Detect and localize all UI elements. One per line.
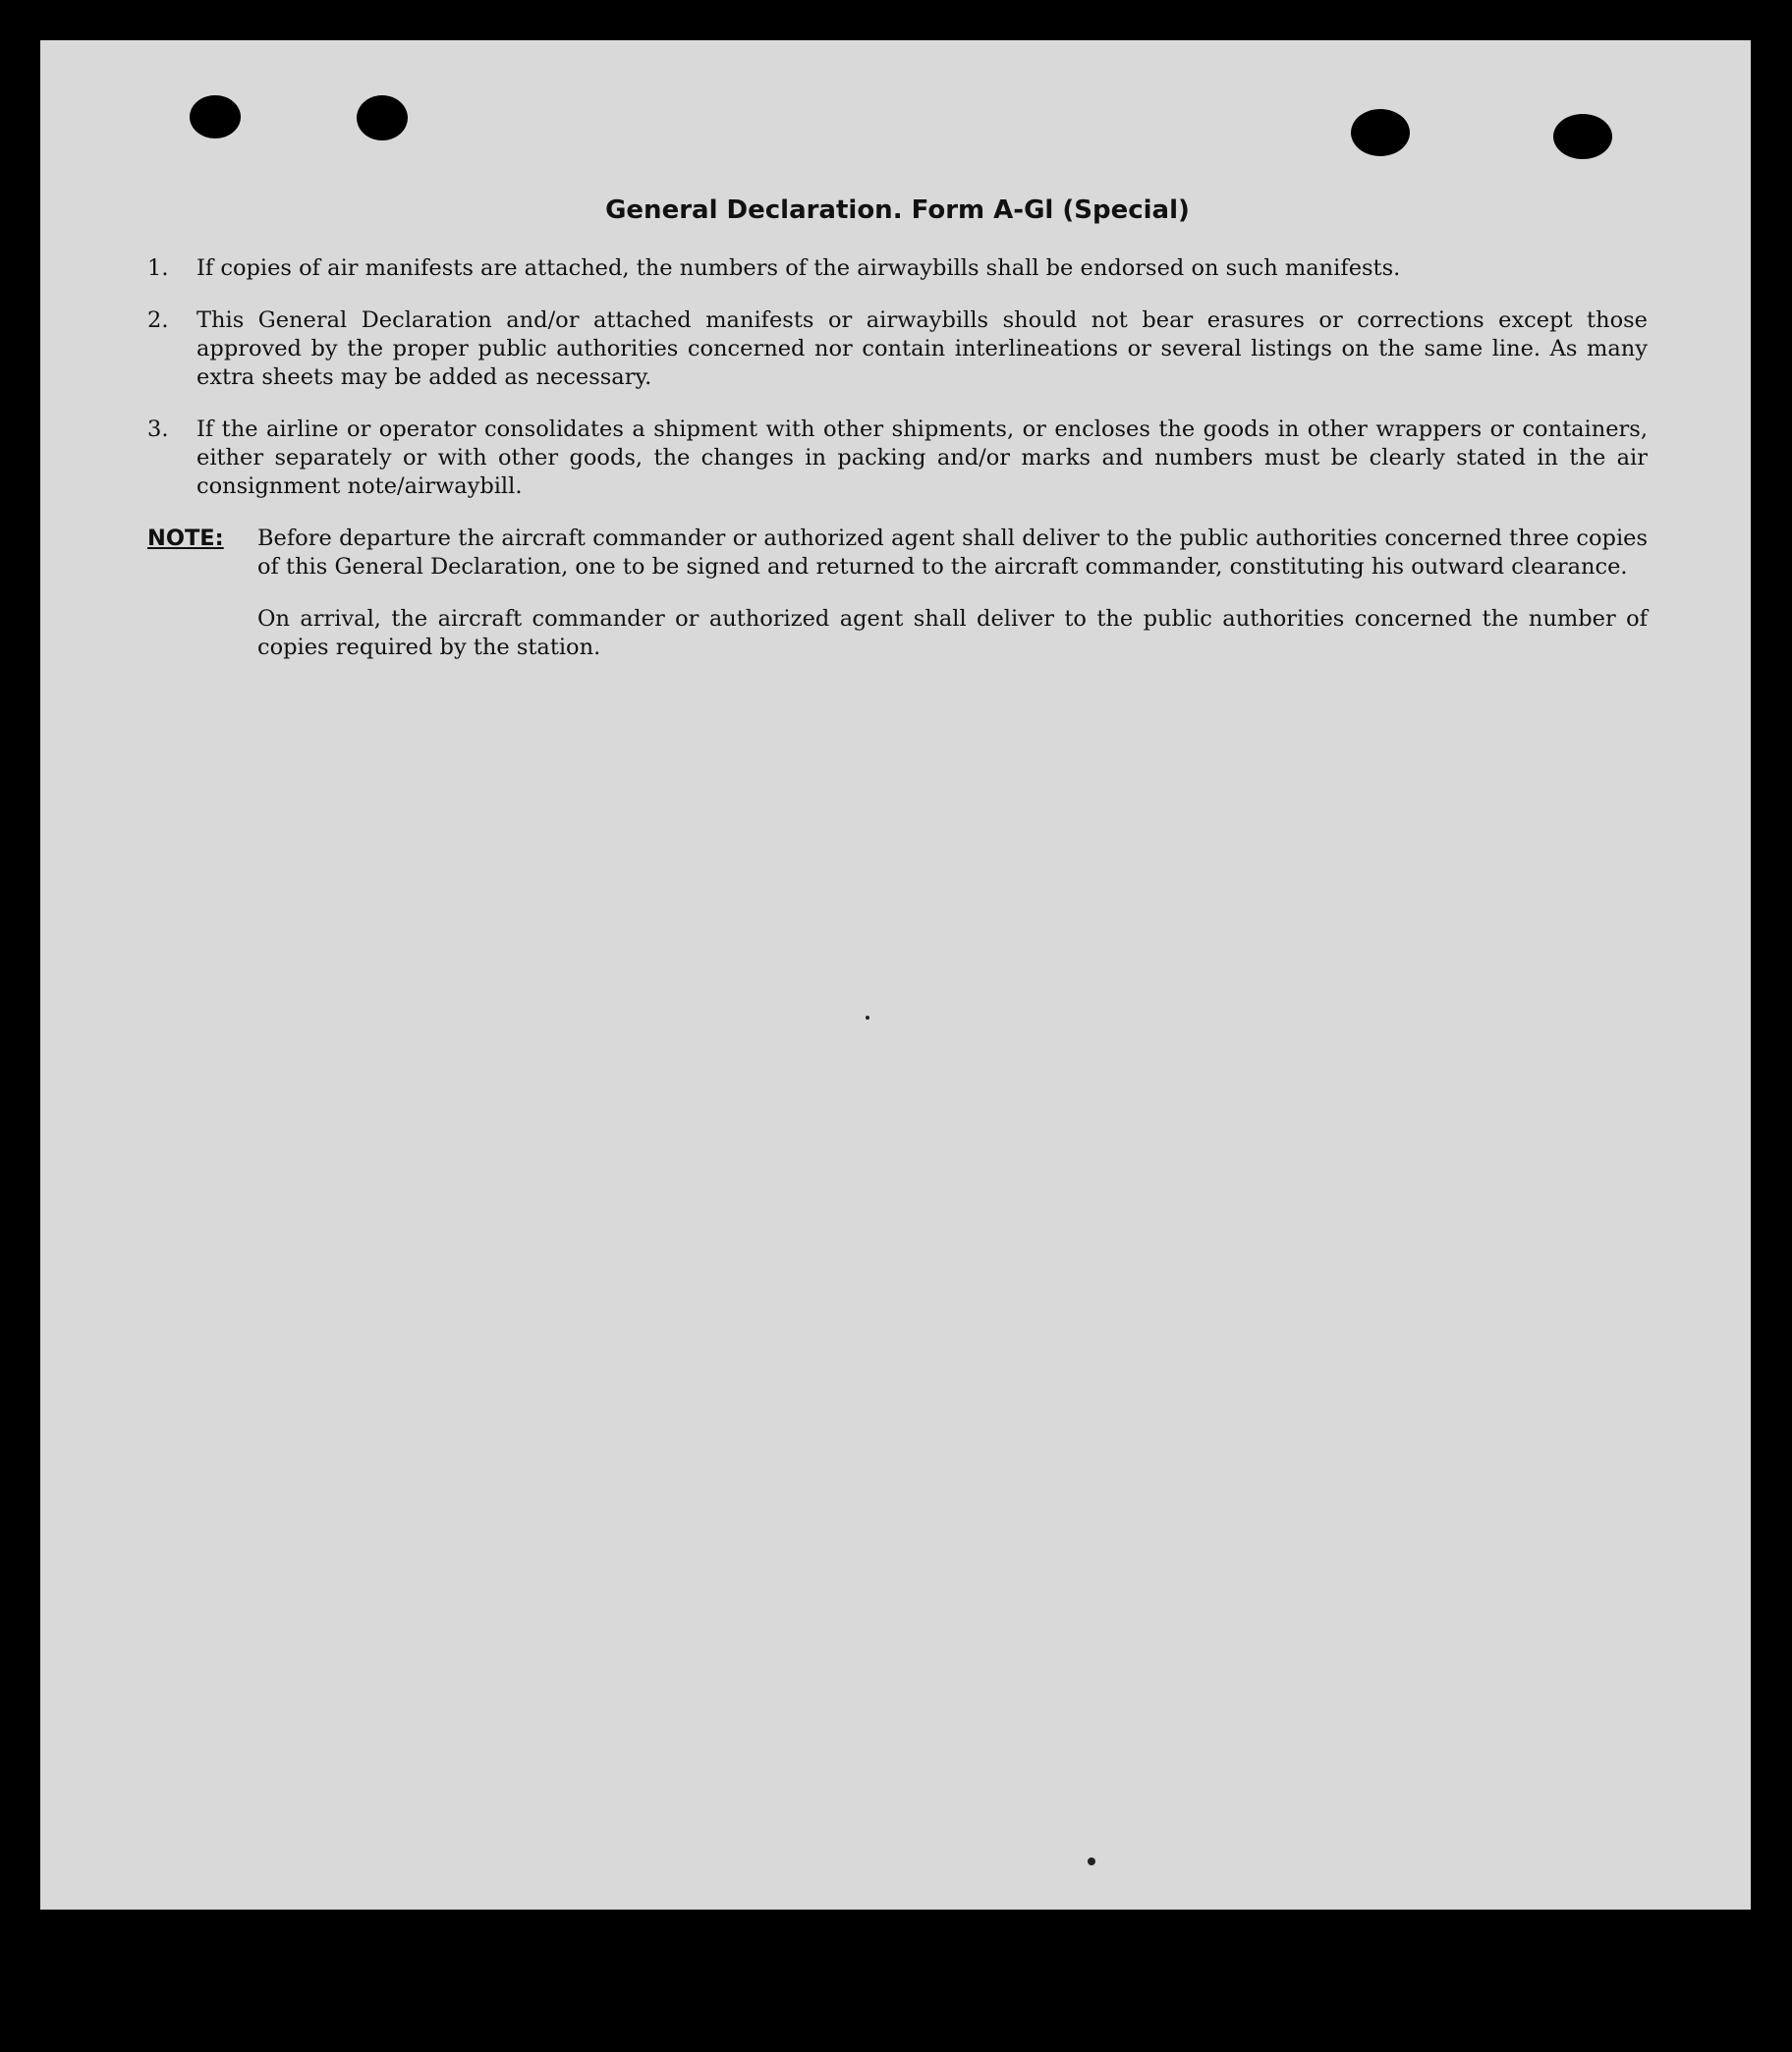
item-text: If copies of air manifests are attached, the numbers of the airwaybills shall be endorsed on such manifests. — [196, 255, 1401, 281]
instruction-item-1 — [147, 254, 1648, 283]
punch-hole — [1351, 109, 1410, 156]
item-text: This General Declaration and/or attached manifests or airwaybills should not bear erasures or corrections except those approved by the proper public authorities concerned nor contain interlineations or several listings on the same line. As many extra sheets may be added as necessary. — [196, 307, 1648, 390]
item-number: 2. — [147, 307, 169, 333]
document-page — [40, 40, 1751, 1910]
item-number: 3. — [147, 416, 169, 442]
instruction-item-3 — [147, 416, 1648, 501]
note-label: NOTE: — [147, 526, 224, 551]
note-paragraph: Before departure the aircraft commander or authorized agent shall deliver to the public authorities concerned three copies of this General Declaration, one to be signed and returned to the aircraft commander, constituting his outward clearance. — [257, 526, 1648, 580]
note-section — [147, 525, 1648, 686]
document-title: General Declaration. Form A-Gl (Special) — [605, 195, 1190, 225]
item-number: 1. — [147, 255, 169, 281]
speck-mark — [866, 1016, 869, 1020]
punch-hole — [1553, 114, 1612, 159]
declaration-content — [147, 195, 1648, 709]
note-body — [257, 525, 1648, 686]
item-text: If the airline or operator consolidates a shipment with other shipments, or encloses the goods in other wrappers or containers, either separately or with other goods, the changes in packing and/or marks and numbers must be clearly stated in the air consignment note/airwaybill. — [196, 416, 1648, 499]
instruction-item-2 — [147, 306, 1648, 392]
speck-mark — [1088, 1858, 1095, 1865]
note-paragraph: On arrival, the aircraft commander or authorized agent shall deliver to the public authorities concerned the number of copies required by the station. — [257, 606, 1648, 660]
punch-hole — [190, 95, 241, 139]
punch-hole — [357, 95, 408, 140]
